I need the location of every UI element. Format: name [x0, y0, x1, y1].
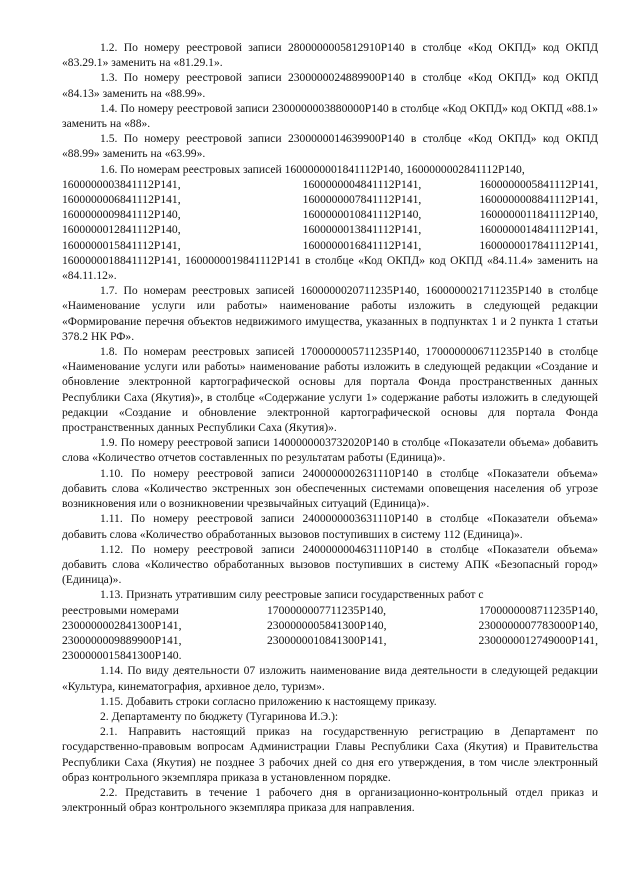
record-number: 2300000007783000Р140, — [478, 618, 598, 632]
record-number: 1600000012841112Р140, — [62, 223, 181, 237]
paragraph-1-3: 1.3. По номеру реестровой записи 2300000024889900Р140 в столбце «Код ОКПД» код ОКПД «84.13» заменить на «88.99». — [62, 71, 598, 100]
paragraph-1-13-record-list — [62, 603, 598, 649]
paragraph-1-2: 1.2. По номеру реестровой записи 2800000005812910Р140 в столбце «Код ОКПД» код ОКПД «83.29.1» заменить на «81.29.1». — [62, 41, 598, 70]
paragraph-2: 2. Департаменту по бюджету (Тугаринова И.Э.): — [100, 709, 339, 723]
paragraph-1-10: 1.10. По номеру реестровой записи 2400000002631110Р140 в столбце «Показатели объема» добавить слова «Количество экстренных зон обеспеченных системами оповещения населения об угрозе возникновения или о возникновении чрезвычайных ситуаций (Единица)». — [62, 466, 598, 511]
record-number: 1600000006841112Р141, — [62, 193, 181, 207]
paragraph-1-13-intro: 1.13. Признать утратившим силу реестровые записи государственных работ с — [100, 588, 484, 602]
paragraph-1-13-tail: 2300000015841300Р140. — [62, 649, 182, 663]
record-number: 1600000008841112Р141, — [479, 193, 598, 207]
paragraph-1-6-record-list — [62, 177, 598, 253]
paragraph-1-6-tail: 1600000018841112Р141, 1600000019841112Р141 в столбце «Код ОКПД» код ОКПД «84.11.4» заменить на «84.11.12». — [62, 253, 598, 283]
paragraph-1-6-intro: 1.6. По номерам реестровых записей 1600000001841112Р140, 1600000002841112Р140, — [100, 162, 525, 176]
record-number: 1600000004841112Р141, — [302, 177, 422, 191]
paragraph-1-4: 1.4. По номеру реестровой записи 2300000003880000Р140 в столбце «Код ОКПД» код ОКПД «88.1» заменить на «88». — [62, 101, 598, 131]
record-number: 1600000014841112Р141, — [479, 223, 598, 237]
paragraph-1-8: 1.8. По номерам реестровых записей 1700000005711235Р140, 1700000006711235Р140 в столбце «Наименование услуги или работы» наименование работы изложить в следующей редакции «Создание и обновление электронной картографической основы для портала Фонда пространственных данных Республики Саха (Якутия)», в столбце «Содержание услуги 1» содержание работы изложить в следующей редакции «Создание и обновление электронной картографической основы для портала Фонда пространственных данных Республики Саха (Якутия)». — [62, 345, 598, 435]
record-number: 1600000016841112Р141, — [302, 238, 422, 252]
record-number: 1600000005841112Р141, — [479, 177, 598, 191]
record-number: 1600000007841112Р141, — [302, 193, 422, 207]
record-number: 2300000009889900Р141, — [62, 633, 182, 647]
record-number: 1600000013841112Р141, — [302, 223, 422, 237]
record-number: 1600000009841112Р140, — [62, 208, 181, 222]
paragraph-1-5: 1.5. По номеру реестровой записи 2300000014639900Р140 в столбце «Код ОКПД» код ОКПД «88.99» заменить на «63.99». — [62, 132, 598, 161]
record-number: 2300000002841300Р141, — [62, 618, 182, 632]
paragraph-2-1: 2.1. Направить настоящий приказ на государственную регистрацию в Департамент по государственно-правовым вопросам Администрации Главы Республики Саха (Якутия) и Правительства Республики Саха (Якутия) не позднее 3 рабочих дней со дня его утверждения, в том числе электронный образ контрольного экземпляра приказа в установленном порядке. — [62, 725, 598, 784]
paragraph-2-2: 2.2. Представить в течение 1 рабочего дня в организационно-контрольный отдел приказ и электронный образ контрольного экземпляра приказа для направления. — [62, 785, 598, 815]
record-number: 1600000003841112Р141, — [62, 177, 181, 191]
record-number: 1600000015841112Р141, — [62, 238, 181, 252]
paragraph-1-14: 1.14. По виду деятельности 07 изложить наименование вида деятельности в следующей редакции «Культура, кинематография, архивное дело, туризм». — [62, 664, 598, 693]
record-number: 1700000008711235Р140, — [478, 603, 598, 617]
record-number: 1600000010841112Р140, — [302, 208, 422, 222]
paragraph-1-15: 1.15. Добавить строки согласно приложению к настоящему приказу. — [100, 694, 437, 708]
record-number: 1600000017841112Р141, — [479, 238, 598, 252]
paragraph-1-7: 1.7. По номерам реестровых записей 1600000020711235Р140, 1600000021711235Р140 в столбце «Наименование услуги или работы» наименование работы изложить в следующей редакции «Формирование перечня объектов недвижимого имущества, указанных в подпунктах 1 и 2 пункта 1 статьи 378.2 НК РФ». — [62, 284, 598, 343]
record-number: 2300000012749000Р141, — [478, 633, 598, 647]
record-number: 2300000005841300Р140, — [267, 618, 387, 632]
paragraph-1-9: 1.9. По номеру реестровой записи 1400000003732020Р140 в столбце «Показатели объема» добавить слова «Количество отчетов составленных по результатам работы (Единица)». — [62, 436, 598, 465]
paragraph-1-12: 1.12. По номеру реестровой записи 2400000004631110Р140 в столбце «Показатели объема» добавить слова «Количество обработанных вызовов поступивших в систему АПК «Безопасный город» (Единица)». — [62, 542, 598, 587]
document-page — [62, 40, 598, 815]
record-number: 1600000011841112Р140, — [479, 208, 598, 222]
record-number: 2300000010841300Р141, — [267, 633, 387, 647]
record-number: 1700000007711235Р140, — [267, 603, 387, 617]
paragraph-1-11: 1.11. По номеру реестровой записи 2400000003631110Р140 в столбце «Показатели объема» добавить слова «Количество обработанных вызовов поступивших в систему 112 (Единица)». — [62, 512, 598, 541]
record-number: реестровыми номерами — [62, 603, 179, 617]
